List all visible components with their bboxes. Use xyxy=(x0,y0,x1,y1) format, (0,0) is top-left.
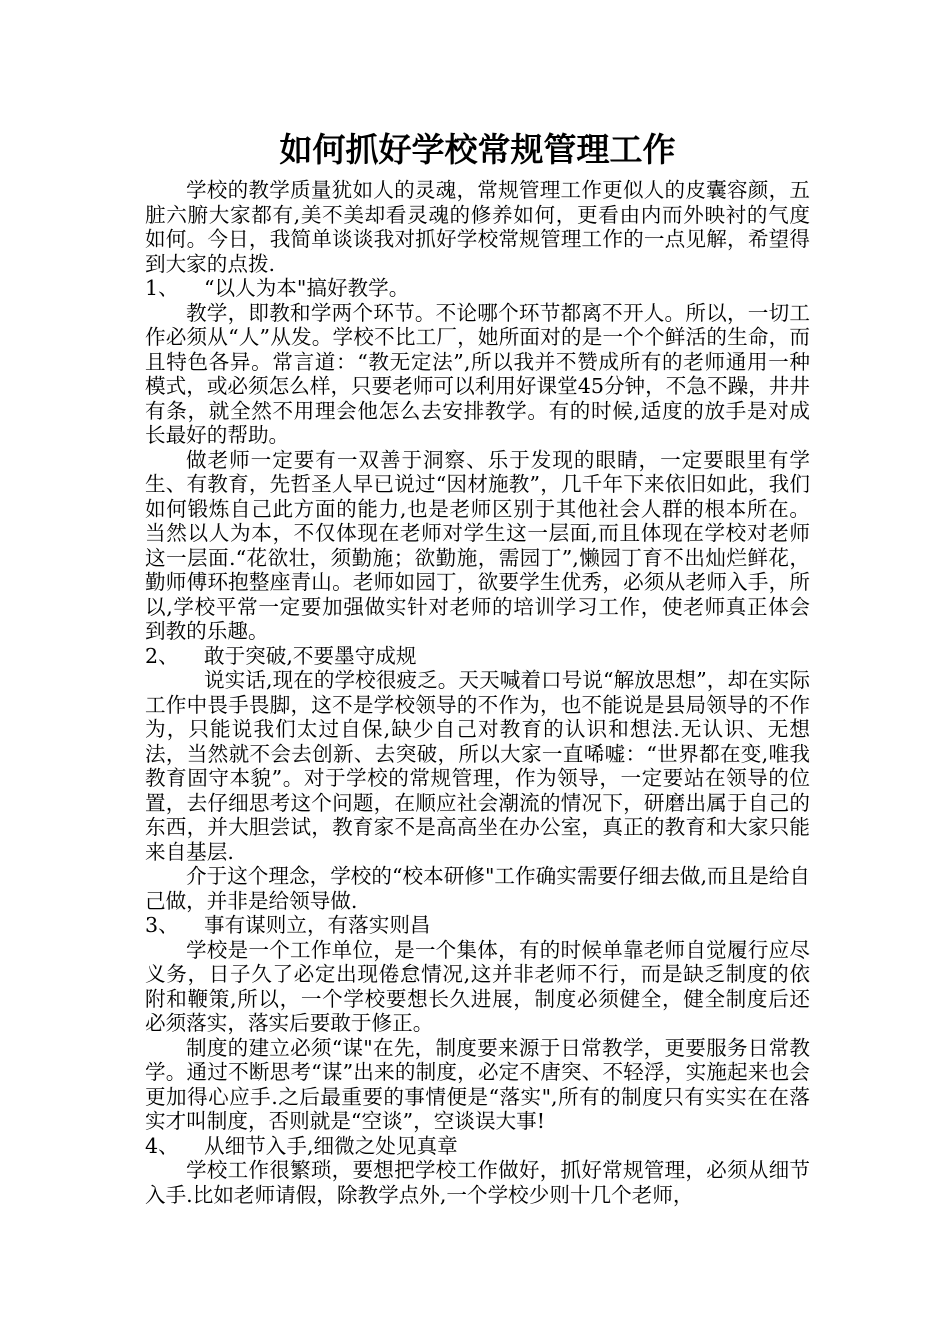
section-2-paragraph-2: 介于这个理念，学校的“校本研修"工作确实需要仔细去做,而且是给自己做，并非是给领导做. xyxy=(145,864,810,913)
section-heading-2 xyxy=(145,644,810,669)
intro-paragraph: 学校的教学质量犹如人的灵魂，常规管理工作更似人的皮囊容颜，五脏六腑大家都有,美不美却看灵魂的修养如何，更看由内而外映衬的气度如何。今日，我简单谈谈我对抓好学校常规管理工作的一点见解，希望得到大家的点拨. xyxy=(145,178,810,276)
section-title: 从细节入手,细微之处见真章 xyxy=(204,1133,458,1158)
section-3-paragraph-2: 制度的建立必须“谋"在先，制度要来源于日常教学，更要服务日常教学。通过不断思考“谋”出来的制度，必定不唐突、不轻浮，实施起来也会更加得心应手.之后最重要的事情便是“落实",所有的制度只有实实在在落实才叫制度，否则就是“空谈”，空谈误大事! xyxy=(145,1035,810,1133)
section-number: 4、 xyxy=(145,1133,179,1158)
document-body xyxy=(145,128,810,1207)
section-3-paragraph-1: 学校是一个工作单位，是一个集体，有的时候单靠老师自觉履行应尽义务，日子久了必定出现倦怠情况,这并非老师不行，而是缺乏制度的依附和鞭策,所以，一个学校要想长久进展，制度必须健全，健全制度后还必须落实，落实后要敢于修正。 xyxy=(145,937,810,1035)
document-text xyxy=(145,178,810,1207)
section-heading-1 xyxy=(145,276,810,301)
section-heading-4 xyxy=(145,1134,810,1159)
section-number: 3、 xyxy=(145,913,179,937)
section-number: 2、 xyxy=(145,643,179,668)
section-number: 1、 xyxy=(145,276,179,300)
section-heading-3 xyxy=(145,913,810,938)
section-title: 事有谋则立，有落实则昌 xyxy=(204,913,431,937)
section-1-paragraph-2: 做老师一定要有一双善于洞察、乐于发现的眼睛，一定要眼里有学生、有教育，先哲圣人早已说过“因材施教”，几千年下来依旧如此，我们如何锻炼自己此方面的能力,也是老师区别于其他社会人群的根本所在。当然以人为本，不仅体现在老师对学生这一层面,而且体现在学校对老师这一层面.“花欲壮，须勤施；欲勤施，需园丁”,懒园丁育不出灿烂鲜花，勤师傅环抱整座青山。老师如园丁，欲要学生优秀，必须从老师入手，所以,学校平常一定要加强做实针对老师的培训学习工作，使老师真正体会到教的乐趣。 xyxy=(145,447,810,643)
section-1-paragraph-1: 教学，即教和学两个环节。不论哪个环节都离不开人。所以，一切工作必须从“人”从发。学校不比工厂，她所面对的是一个个鲜活的生命，而且特色各异。常言道：“教无定法”,所以我并不赞成所有的老师通用一种模式，或必须怎么样，只要老师可以利用好课堂45分钟，不急不躁，井井有条，就全然不用理会他怎么去安排教学。有的时候,适度的放手是对成长最好的帮助。 xyxy=(145,300,810,447)
section-4-paragraph-1: 学校工作很繁琐，要想把学校工作做好，抓好常规管理，必须从细节入手.比如老师请假，除教学点外,一个学校少则十几个老师， xyxy=(145,1158,810,1207)
section-2-paragraph-1: 说实话,现在的学校很疲乏。天天喊着口号说“解放思想”，却在实际工作中畏手畏脚，这不是学校领导的不作为，也不能说是县局领导的不作为，只能说我们太过自保,缺少自己对教育的认识和想法.无认识、无想法，当然就不会去创新、去突破，所以大家一直唏嘘：“世界都在变,唯我教育固守本貌”。对于学校的常规管理，作为领导，一定要站在领导的位置，去仔细思考这个问题，在顺应社会潮流的情况下，研磨出属于自己的东西，并大胆尝试，教育家不是高高坐在办公室，真正的教育和大家只能来自基层. xyxy=(145,668,810,864)
section-title: 敢于突破,不要墨守成规 xyxy=(204,643,417,668)
document-title: 如何抓好学校常规管理工作 xyxy=(279,130,676,169)
section-title: “以人为本"搞好教学。 xyxy=(204,276,410,300)
